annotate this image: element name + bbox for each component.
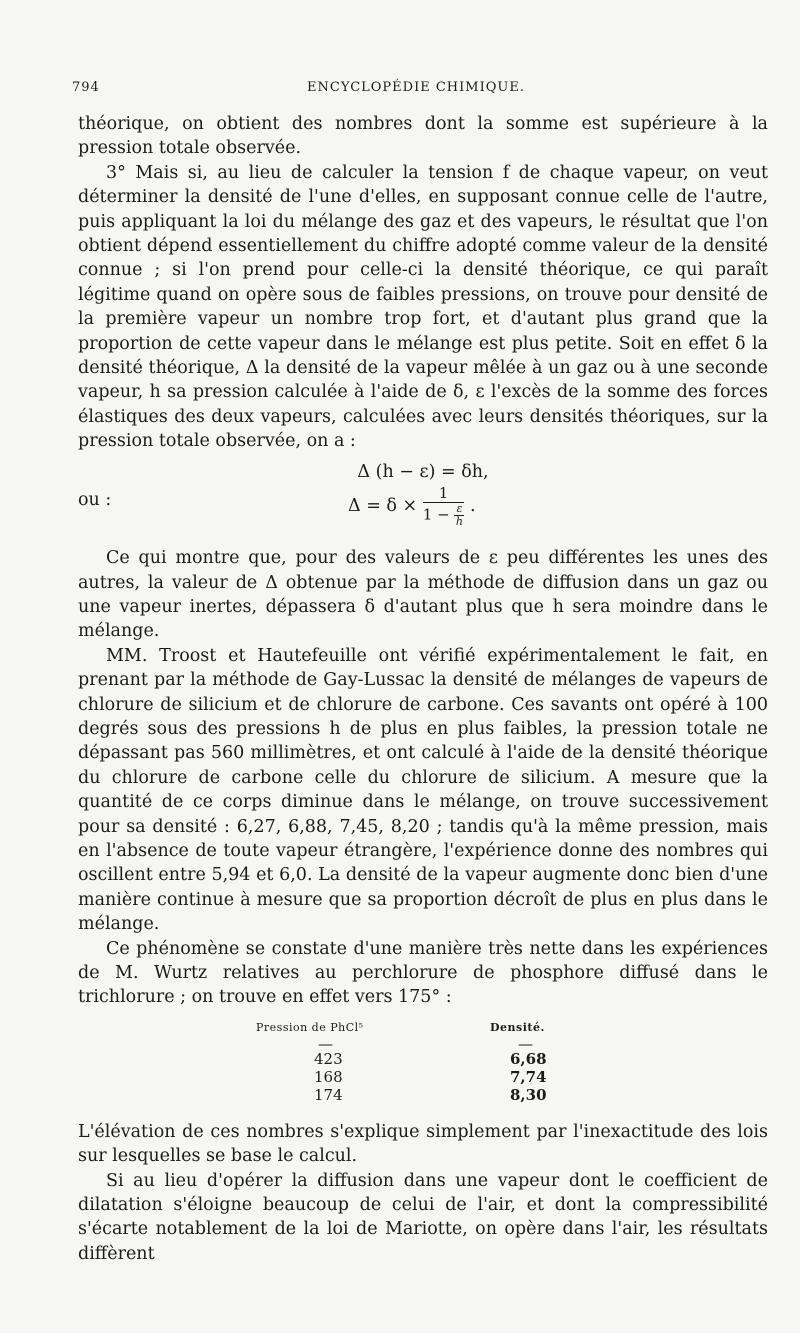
equation-lhs: Δ = δ × [348,495,418,516]
table-cell: 174 [314,1085,343,1104]
fraction-expression [348,484,476,528]
paragraph: Ce qui montre que, pour des valeurs de ε peu différentes les unes des autres, la valeur de Δ obtenue par la méthode de diffusion dans un gaz ou une vapeur inertes, dépassera δ d'autant plus que h sera moindre dans le mélange. [78,548,768,642]
paragraph: 3° Mais si, au lieu de calculer la tension f de chaque vapeur, on veut déterminer la densité de l'une d'elles, en supposant connue celle de l'autre, puis appliquant la loi du mélange des gaz et des vapeurs, le résultat que l'on obtient dépend essentiellement du chiffre adopté comme valeur de la densité connue ; si l'on prend pour celle-ci la densité théorique, ce qui paraît légitime quand on opère sous de faibles pressions, on trouve pour densité de la première vapeur un nombre trop fort, et d'autant plus grand que la proportion de cette vapeur dans le mélange est plus petite. Soit en effet δ la densité théorique, Δ la densité de la vapeur mêlée à un gaz ou à une seconde vapeur, h sa pression calculée à l'aide de δ, ε l'excès de la somme des forces élastiques des deux vapeurs, calculées avec leurs densités théoriques, sur la pression totale observée, on a : [78,162,768,452]
equation-1: Δ (h − ε) = δh, [357,461,489,482]
paragraph: Ce phénomène se constate d'une manière très nette dans les expériences de M. Wurtz relatives au perchlorure de phosphore diffusé dans le trichlorure ; on trouve en effet vers 175° : [78,938,768,1008]
density-column [510,1050,547,1104]
h-symbol: h [455,515,463,529]
table-cell: 7,74 [510,1067,547,1086]
pressure-column [314,1050,343,1104]
page-header [72,80,760,100]
table-cell: 8,30 [510,1085,547,1104]
equation-2 [78,484,768,546]
paragraph: MM. Troost et Hautefeuille ont vérifié expérimentalement le fait, en prenant par la méthode de Gay-Lussac la densité de mélanges de vapeurs de chlorure de silicium et de chlorure de carbone. Ces savants ont opéré à 100 degrés sous des pressions h de plus en plus faibles, la pression totale ne dépassant pas 560 millimètres, et ont calculé à l'aide de la densité théorique du chlorure de carbone celle du chlorure de silicium. A mesure que la quantité de ce corps diminue dans le mélange, on trouve successivement pour sa densité : 6,27, 6,88, 7,45, 8,20 ; tandis qu'à la même pression, mais en l'absence de toute vapeur étrangère, l'expérience donne des nombres qui oscillent entre 5,94 et 6,0. La densité de la vapeur augmente donc bien d'une manière continue à mesure que sa proportion décroît de plus en plus dans le mélange. [78,645,768,935]
table-cell: 423 [314,1049,343,1068]
page-body [78,112,768,1266]
fraction-numerator: 1 [423,484,465,503]
epsilon-over-h [454,503,464,528]
paragraph: Si au lieu d'opérer la diffusion dans une vapeur dont le coefficient de dilatation s'éloigne beaucoup de celui de l'air, et dont la compressibilité s'écarte notablement de la loi de Mariotte, on opère dans l'air, les résultats diffèrent [78,1170,768,1264]
epsilon-symbol: ε [456,502,463,516]
data-table [78,1016,768,1112]
table-cell: 168 [314,1067,343,1086]
denominator-prefix: 1 − [422,505,450,524]
running-title: ENCYCLOPÉDIE CHIMIQUE. [307,80,525,95]
page-number: 794 [72,80,100,95]
equation-end: . [469,495,476,516]
fraction [423,484,465,528]
table-cell: 6,68 [510,1049,547,1068]
fraction-denominator [423,503,465,528]
equation-label-ou: ou : [78,490,112,511]
column-header-pressure: Pression de PhCl⁵ [256,1020,364,1034]
paragraph: théorique, on obtient des nombres dont la somme est supérieure à la pression totale observée. [78,114,768,159]
column-rule: — [318,1034,333,1053]
column-header-density: Densité. [490,1020,545,1034]
paragraph: L'élévation de ces nombres s'explique simplement par l'inexactitude des lois sur lesquelles se base le calcul. [78,1121,768,1167]
column-rule: — [518,1034,533,1053]
